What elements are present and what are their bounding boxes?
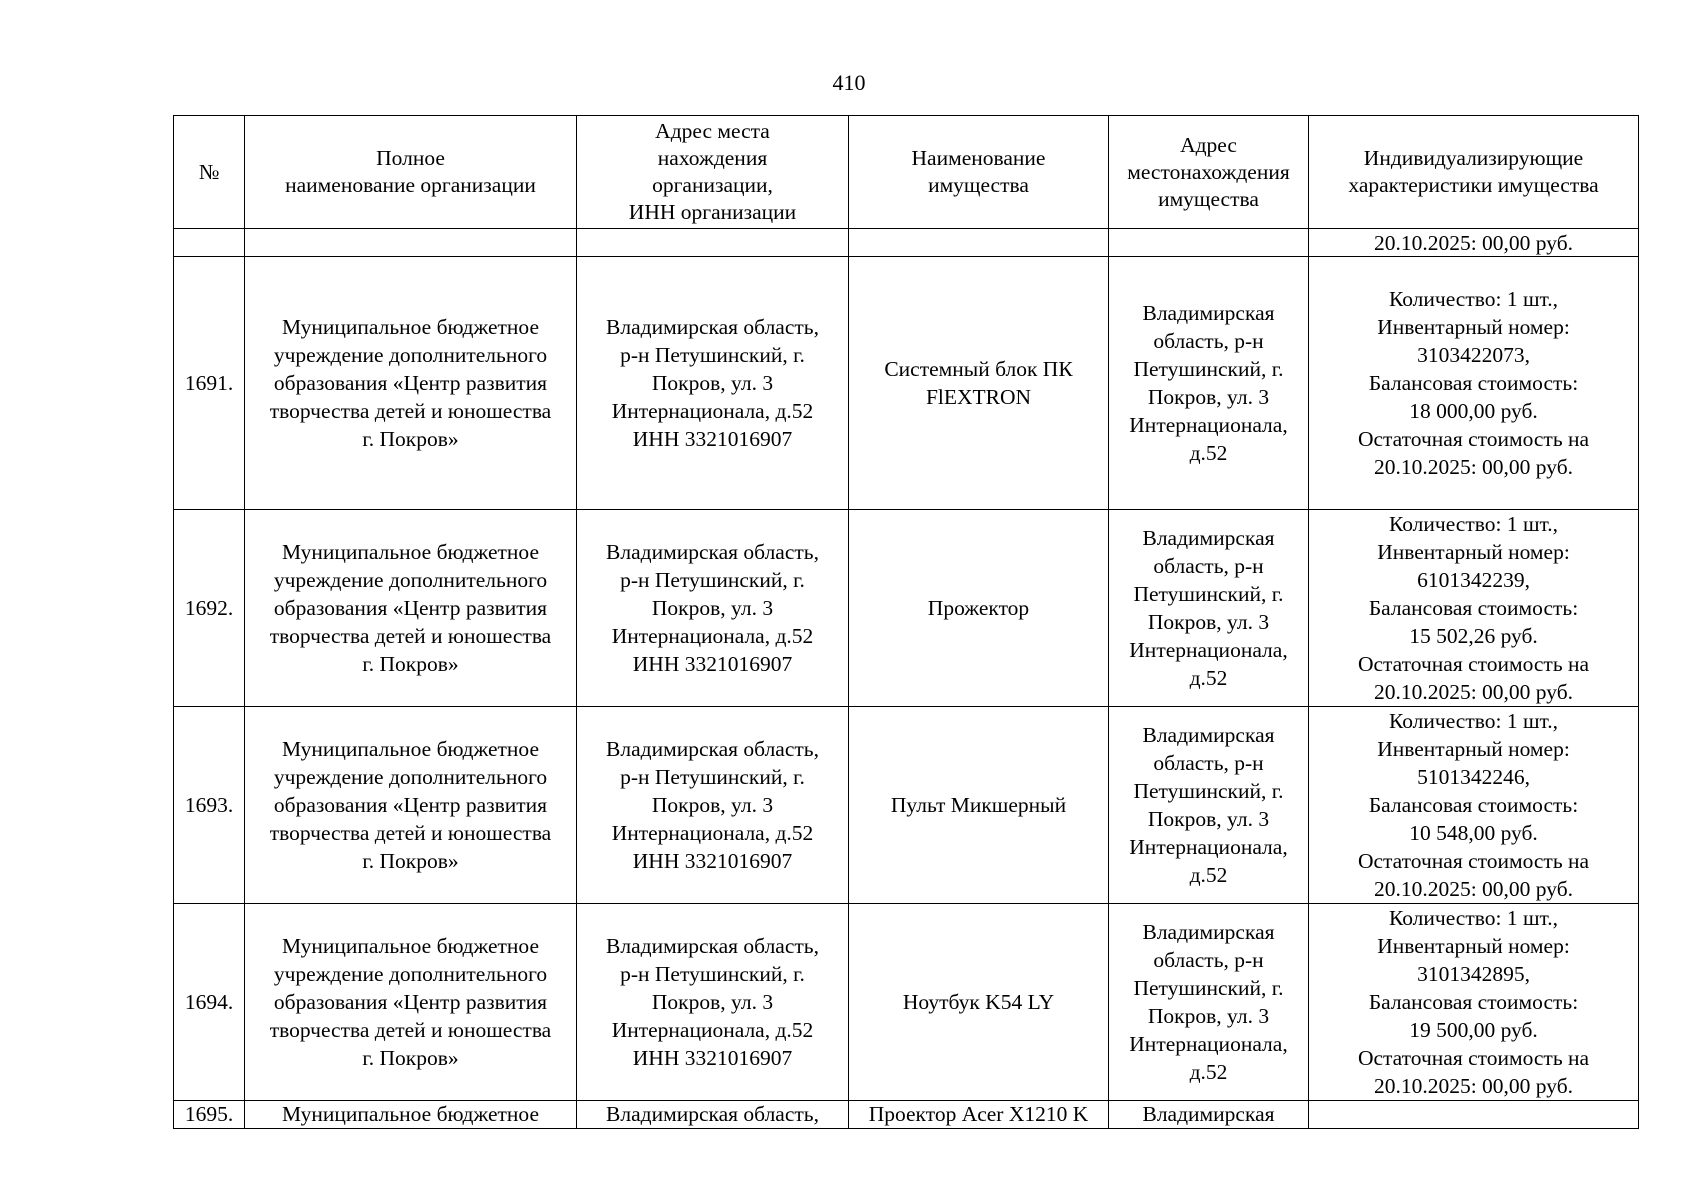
header-organization-name (245, 116, 577, 229)
text-line: р-н Петушинский, г. (620, 343, 805, 367)
text-line: Пульт Микшерный (890, 793, 1067, 817)
organization-address (577, 904, 849, 1101)
header-property-characteristics (1309, 116, 1639, 229)
text-line: д.52 (1189, 441, 1228, 465)
text-line: Количество: 1 шт., (1388, 906, 1559, 930)
text-line: р-н Петушинский, г. (620, 962, 805, 986)
text-line: Покров, ул. 3 (651, 371, 774, 395)
text-line: Балансовая стоимость: (1368, 990, 1579, 1014)
text-line: характеристики имущества (1348, 173, 1599, 197)
text-line: Владимирская (1142, 301, 1275, 325)
text-line: 20.10.2025: 00,00 руб. (1373, 1074, 1574, 1098)
organization-address (577, 510, 849, 707)
table-row (174, 707, 1639, 904)
organization-address (577, 707, 849, 904)
text-line: Количество: 1 шт., (1388, 512, 1559, 536)
text-line: Муниципальное бюджетное (282, 315, 539, 339)
text-line: г. Покров» (362, 1046, 459, 1070)
text-line: местонахождения (1127, 159, 1290, 184)
text-line: Интернационала, (1129, 638, 1288, 662)
text-line: Остаточная стоимость на (1357, 652, 1590, 676)
text-line: 15 502,26 руб. (1409, 624, 1538, 648)
text-line: Владимирская (1142, 526, 1275, 550)
text-line: творчества детей и юношества (269, 821, 552, 845)
text-line: Владимирская (1142, 723, 1275, 747)
text-line: Муниципальное бюджетное (282, 934, 539, 958)
text-line: г. Покров» (362, 652, 459, 676)
text-line: учреждение дополнительного (273, 343, 548, 367)
organization-address (577, 257, 849, 510)
text-line: образования «Центр развития (273, 793, 548, 817)
continuation-characteristics (1309, 229, 1639, 257)
text-line: Владимирская область, (606, 1102, 819, 1126)
organization-name (245, 510, 577, 707)
text-line: 20.10.2025: 00,00 руб. (1373, 877, 1574, 901)
text-line: 19 500,00 руб. (1409, 1018, 1538, 1042)
text-line: Балансовая стоимость: (1368, 596, 1579, 620)
text-line: Покров, ул. 3 (1147, 1004, 1270, 1028)
text-line: Интернационала, д.52 (611, 399, 814, 423)
property-characteristics (1309, 257, 1639, 510)
property-name (849, 707, 1109, 904)
property-location (1109, 707, 1309, 904)
text-line: ИНН 3321016907 (632, 1046, 793, 1070)
text-line: Остаточная стоимость на (1357, 849, 1590, 873)
table-row (174, 1101, 1639, 1129)
text-line: Покров, ул. 3 (651, 990, 774, 1014)
property-name (849, 510, 1109, 707)
text-line: Проектор Acer X1210 K (868, 1102, 1089, 1126)
text-line: Владимирская (1142, 1102, 1275, 1126)
text-line: 3103422073, (1417, 343, 1530, 367)
text-line: Балансовая стоимость: (1368, 793, 1579, 817)
text-line: Наименование (911, 146, 1046, 170)
text-line: Интернационала, (1129, 1032, 1288, 1056)
row-number: 1695. (174, 1101, 245, 1129)
text-line: область, р-н (1153, 554, 1264, 578)
text-line: творчества детей и юношества (269, 399, 552, 423)
text-line: учреждение дополнительного (273, 568, 548, 592)
text-line: Покров, ул. 3 (1147, 610, 1270, 634)
text-line: имущества (1158, 186, 1259, 211)
property-location (1109, 904, 1309, 1101)
text-line: д.52 (1189, 863, 1228, 887)
text-line: № (198, 159, 220, 184)
organization-name (245, 707, 577, 904)
text-line: Системный блок ПК (884, 357, 1073, 381)
text-line: 18 000,00 руб. (1409, 399, 1538, 423)
row-number: 1692. (174, 510, 245, 707)
property-characteristics (1309, 904, 1639, 1101)
text-line: 20.10.2025: 00,00 руб. (1373, 455, 1574, 479)
text-line: 3101342895, (1417, 962, 1530, 986)
continuation-cell (1109, 229, 1309, 257)
continuation-row (174, 229, 1639, 257)
text-line: Петушинский, г. (1133, 582, 1284, 606)
text-line: Количество: 1 шт., (1388, 709, 1559, 733)
property-characteristics (1309, 510, 1639, 707)
text-line: Прожектор (927, 596, 1030, 620)
text-line: Остаточная стоимость на (1357, 1046, 1590, 1070)
continuation-cell (849, 229, 1109, 257)
text-line: Балансовая стоимость: (1368, 371, 1579, 395)
text-line: Петушинский, г. (1133, 976, 1284, 1000)
text-line: Петушинский, г. (1133, 357, 1284, 381)
text-line: Инвентарный номер: (1377, 540, 1570, 564)
text-line: Инвентарный номер: (1377, 934, 1570, 958)
text-line: Владимирская область, (606, 934, 819, 958)
text-line: Ноутбук K54 LY (902, 990, 1055, 1014)
text-line: Интернационала, д.52 (611, 624, 814, 648)
property-characteristics (1309, 707, 1639, 904)
text-line: 20.10.2025: 00,00 руб. (1373, 231, 1574, 255)
text-line: образования «Центр развития (273, 371, 548, 395)
text-line: Покров, ул. 3 (651, 793, 774, 817)
text-line: Инвентарный номер: (1377, 315, 1570, 339)
text-line: учреждение дополнительного (273, 962, 548, 986)
text-line: образования «Центр развития (273, 596, 548, 620)
header-organization-address (577, 116, 849, 229)
property-name (849, 904, 1109, 1101)
text-line: д.52 (1189, 1060, 1228, 1084)
text-line: Индивидуализирующие (1363, 146, 1584, 170)
text-line: Муниципальное бюджетное (282, 540, 539, 564)
text-line: Инвентарный номер: (1377, 737, 1570, 761)
text-line: Покров, ул. 3 (1147, 807, 1270, 831)
text-line: 10 548,00 руб. (1409, 821, 1538, 845)
table-row (174, 510, 1639, 707)
continuation-cell (174, 229, 245, 257)
row-number: 1694. (174, 904, 245, 1101)
property-characteristics (1309, 1101, 1639, 1129)
text-line: Владимирская область, (606, 737, 819, 761)
table-row (174, 904, 1639, 1101)
text-line: р-н Петушинский, г. (620, 765, 805, 789)
property-name (849, 1101, 1109, 1129)
text-line: область, р-н (1153, 329, 1264, 353)
text-line: ИНН 3321016907 (632, 427, 793, 451)
text-line: Адрес (1180, 132, 1237, 157)
table-row (174, 257, 1639, 510)
organization-name (245, 1101, 577, 1129)
property-name (849, 257, 1109, 510)
header-property-name (849, 116, 1109, 229)
text-line: FlEXTRON (925, 385, 1032, 409)
text-line: г. Покров» (362, 427, 459, 451)
text-line: 6101342239, (1417, 568, 1530, 592)
row-number: 1693. (174, 707, 245, 904)
text-line: Интернационала, д.52 (611, 821, 814, 845)
text-line: ИНН 3321016907 (632, 849, 793, 873)
property-register-table (173, 115, 1639, 1129)
text-line: Владимирская область, (606, 540, 819, 564)
text-line: Интернационала, (1129, 835, 1288, 859)
text-line: ИНН 3321016907 (632, 652, 793, 676)
text-line: Муниципальное бюджетное (282, 1102, 539, 1126)
row-number: 1691. (174, 257, 245, 510)
text-line: 5101342246, (1417, 765, 1530, 789)
text-line: Петушинский, г. (1133, 779, 1284, 803)
text-line: Количество: 1 шт., (1388, 287, 1559, 311)
organization-name (245, 904, 577, 1101)
text-line: учреждение дополнительного (273, 765, 548, 789)
property-location (1109, 257, 1309, 510)
table-header-row (174, 116, 1639, 229)
text-line: Владимирская (1142, 920, 1275, 944)
text-line: Муниципальное бюджетное (282, 737, 539, 761)
text-line: д.52 (1189, 666, 1228, 690)
text-line: ИНН организации (628, 200, 797, 224)
text-line: Владимирская область, (606, 315, 819, 339)
text-line: область, р-н (1153, 948, 1264, 972)
page-number: 410 (832, 70, 866, 95)
organization-address (577, 1101, 849, 1129)
continuation-cell (245, 229, 577, 257)
text-line: 20.10.2025: 00,00 руб. (1373, 680, 1574, 704)
text-line: наименование организации (285, 173, 536, 197)
continuation-cell (577, 229, 849, 257)
text-line: Остаточная стоимость на (1357, 427, 1590, 451)
text-line: Интернационала, д.52 (611, 1018, 814, 1042)
header-property-location (1109, 116, 1309, 229)
text-line: Адрес места (655, 119, 770, 143)
text-line: творчества детей и юношества (269, 1018, 552, 1042)
text-line: область, р-н (1153, 751, 1264, 775)
text-line: творчества детей и юношества (269, 624, 552, 648)
property-location (1109, 510, 1309, 707)
header-number (174, 116, 245, 229)
text-line: нахождения (657, 146, 768, 170)
property-location (1109, 1101, 1309, 1129)
text-line: Покров, ул. 3 (1147, 385, 1270, 409)
text-line: Интернационала, (1129, 413, 1288, 437)
text-line: р-н Петушинский, г. (620, 568, 805, 592)
text-line: Покров, ул. 3 (651, 596, 774, 620)
text-line: имущества (928, 173, 1029, 197)
organization-name (245, 257, 577, 510)
text-line: образования «Центр развития (273, 990, 548, 1014)
text-line: Полное (376, 146, 445, 170)
text-line: г. Покров» (362, 849, 459, 873)
text-line: организации, (652, 173, 773, 197)
